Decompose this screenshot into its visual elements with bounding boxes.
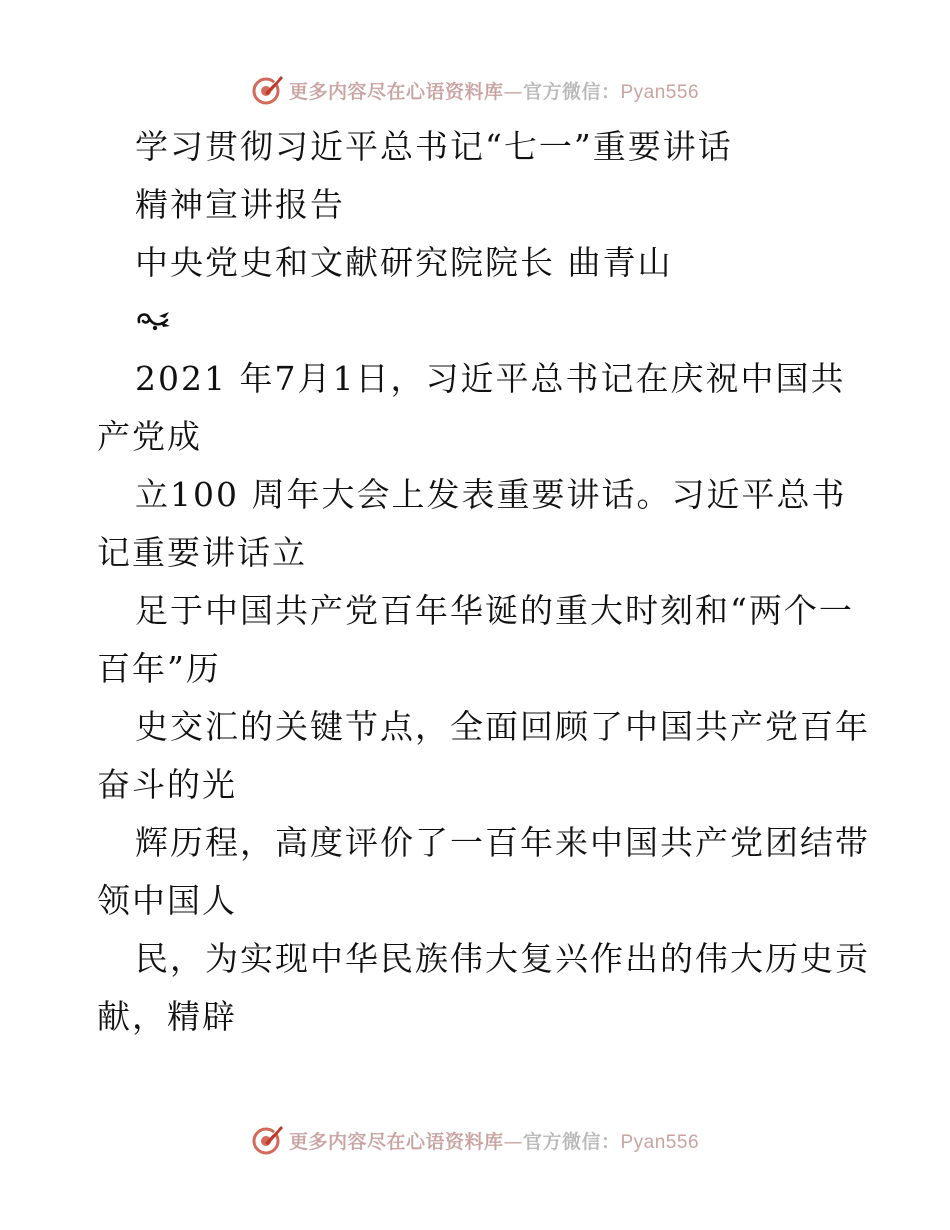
paragraph-line: 民，为实现中华民族伟大复兴作出的伟大历史贡 [135,939,870,978]
feather-seal-icon [251,1123,285,1157]
paragraph-line: 百年”历 [97,649,221,688]
paragraph [97,350,870,1046]
paragraph-line: 足于中国共产党百年华诞的重大时刻和“两个一 [135,591,854,630]
document-author: 中央党史和文献研究院院长 曲青山 [135,243,673,282]
paragraph-line: 辉历程，高度评价了一百年来中国共产党团结带 [135,823,870,862]
watermark-text: 更多内容尽在心语资料库—官方微信：Pyan556 [288,80,700,103]
document-title-line-1: 学习贯彻习近平总书记“七一”重要讲话 [135,127,733,166]
fleuron-icon [135,308,173,334]
paragraph-line: 献，精辟 [97,997,237,1036]
paragraph-line: 2021 年7月1日，习近平总书记在庆祝中国共 [135,359,846,398]
paragraph-line: 记重要讲话立 [97,533,307,572]
paragraph-line: 立100 周年大会上发表重要讲话。习近平总书 [135,475,847,514]
document-body [97,118,870,1046]
footer-watermark [0,1120,950,1160]
paragraph-line: 产党成 [97,417,202,456]
paragraph-line: 奋斗的光 [97,765,237,804]
ornament-row [97,292,857,350]
feather-seal-icon [251,73,285,107]
watermark-text: 更多内容尽在心语资料库—官方微信：Pyan556 [288,1130,700,1153]
paragraph-line: 领中国人 [97,881,237,920]
header-watermark [0,70,950,110]
paragraph-line: 史交汇的关键节点，全面回顾了中国共产党百年 [135,707,870,746]
document-title-line-2: 精神宣讲报告 [135,185,345,224]
